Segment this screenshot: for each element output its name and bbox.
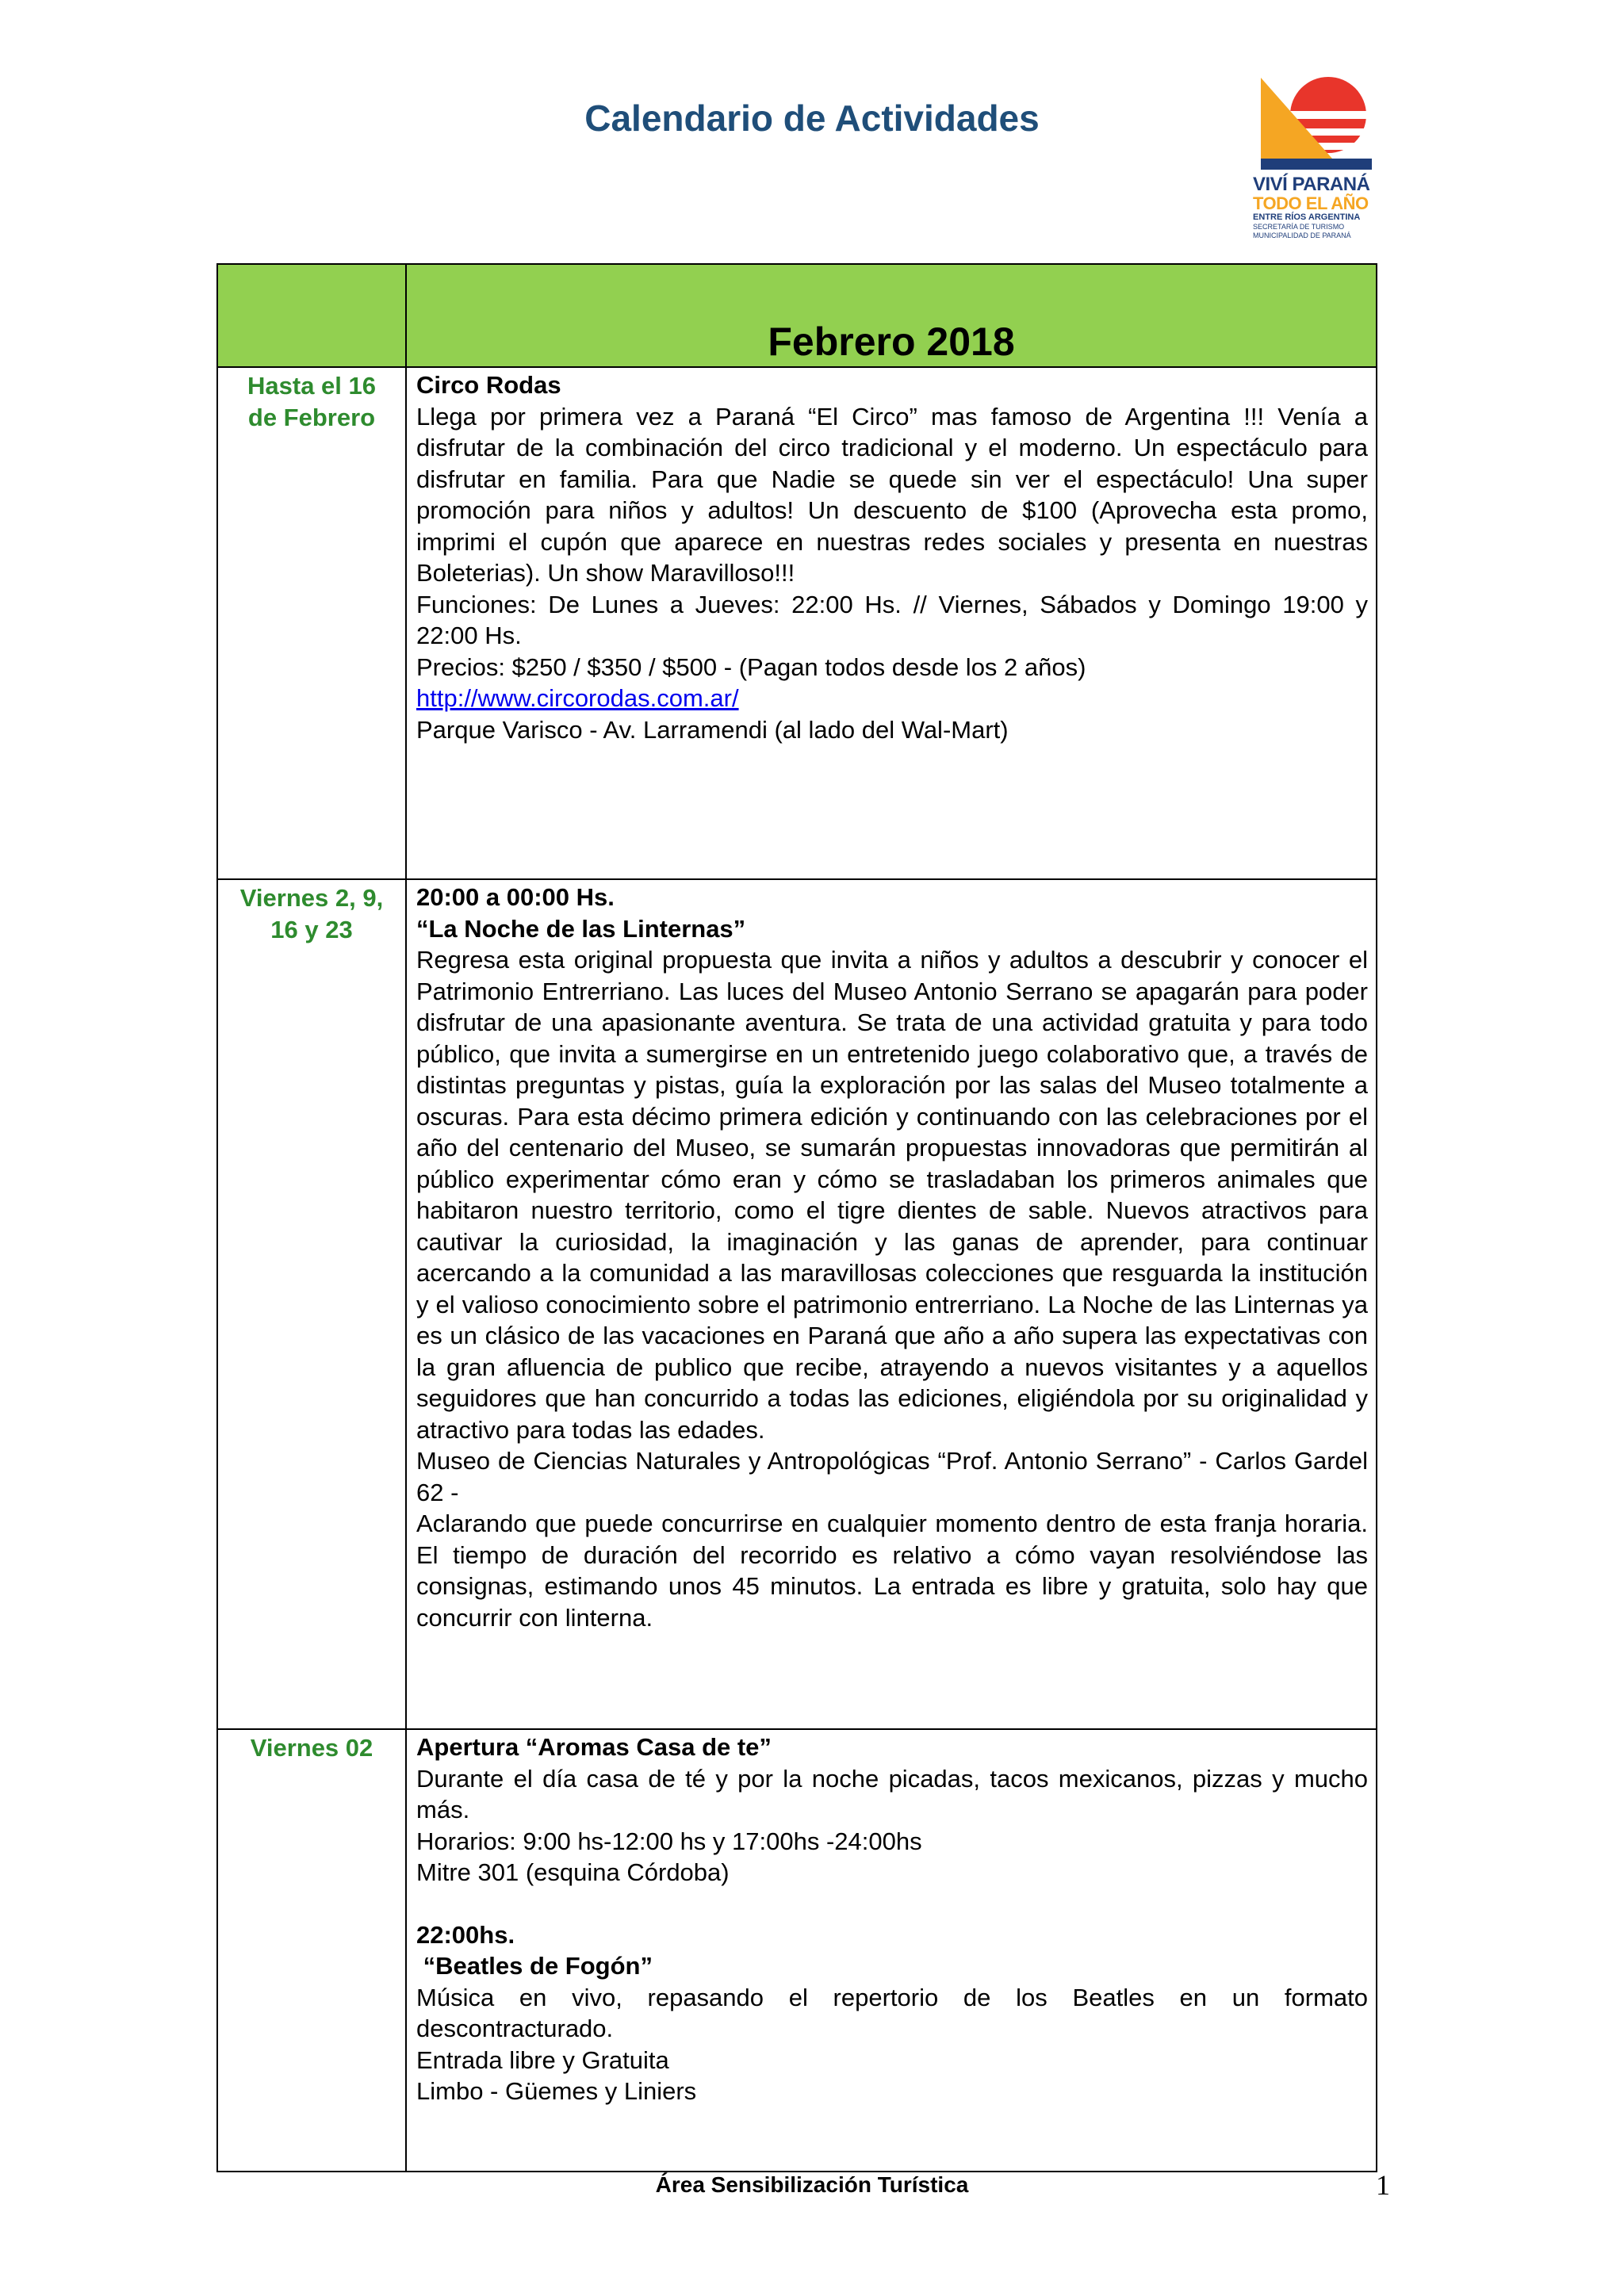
event-details: [406, 367, 1377, 879]
event-details: [406, 879, 1377, 1729]
date-line: Hasta el 16: [247, 372, 376, 400]
event-date: [217, 879, 406, 1729]
event-title: Apertura “Aromas Casa de te”: [416, 1733, 772, 1761]
event-entry: Entrada libre y Gratuita: [416, 2045, 669, 2074]
event-date: [217, 1729, 406, 2172]
date-line: Viernes 2, 9,: [239, 884, 384, 912]
event-time: 20:00 a 00:00 Hs.: [416, 883, 615, 911]
event-time: 22:00hs.: [416, 1920, 515, 1949]
logo-line-1: VIVÍ PARANÁ: [1253, 174, 1370, 195]
page-number: 1: [1376, 2169, 1390, 2201]
event-prices: Precios: $250 / $350 / $500 - (Pagan todos desde los 2 años): [416, 652, 1086, 681]
month-heading: Febrero 2018: [406, 264, 1377, 367]
page-title: Calendario de Actividades: [584, 98, 1040, 139]
event-schedule: Funciones: De Lunes a Jueves: 22:00 Hs. // Viernes, Sábados y Domingo 19:00 y 22:00 Hs.: [416, 590, 1368, 649]
header-empty-cell: [217, 264, 406, 367]
table-row: [217, 367, 1377, 879]
event-title: “La Noche de las Linternas”: [416, 914, 746, 943]
table-row: [217, 1729, 1377, 2172]
event-location: Museo de Ciencias Naturales y Antropológicas “Prof. Antonio Serrano” - Carlos Gardel 62 -: [416, 1447, 1368, 1506]
activities-table: [216, 263, 1377, 2172]
footer-text: Área Sensibilización Turística: [655, 2172, 969, 2197]
table-header-row: [217, 264, 1377, 367]
sailboat-sun-icon: [1253, 71, 1372, 174]
logo-line-3: ENTRE RÍOS ARGENTINA: [1253, 212, 1361, 222]
event-hours: Horarios: 9:00 hs-12:00 hs y 17:00hs -24:00hs: [416, 1827, 922, 1855]
event-location: Mitre 301 (esquina Córdoba): [416, 1858, 730, 1886]
event-title: “Beatles de Fogón”: [416, 1952, 653, 1980]
event-location: Limbo - Güemes y Liniers: [416, 2077, 697, 2105]
event-title: Circo Rodas: [416, 371, 561, 399]
spacer: [416, 1888, 1368, 1919]
date-line: 16 y 23: [270, 916, 353, 943]
event-description: Llega por primera vez a Paraná “El Circo” mas famoso de Argentina !!! Venía a disfrutar de la combinación del circo tradicional y el moderno. Un espectáculo para disfrutar en familia. Para que Nadie se quede sin ver el espectáculo! Una super promoción para niños y adultos! Un descuento de $100 (Aprovecha esta promo, imprimi el cupón que aparece en nuestras redes sociales y presenta en nuestras Boleterias). Un show Maravilloso!!!: [416, 402, 1368, 587]
table-row: [217, 879, 1377, 1729]
logo-line-5: MUNICIPALIDAD DE PARANÁ: [1253, 232, 1351, 239]
date-line: Viernes 02: [250, 1734, 373, 1762]
date-line: de Febrero: [247, 404, 376, 431]
event-details: [406, 1729, 1377, 2172]
vivi-parana-logo: [1253, 71, 1372, 246]
event-description: Regresa esta original propuesta que invita a niños y adultos a descubrir y conocer el Patrimonio Entrerriano. Las luces del Museo Antonio Serrano se apagarán para poder disfrutar de una apasionante aventura. Se trata de una actividad gratuita y para todo público, que invita a sumergirse en un entretenido juego colaborativo que, a través de distintas preguntas y pistas, guía la exploración por las salas del Museo totalmente a oscuras. Para esta décimo primera edición y continuando con las celebraciones por el año del centenario del Museo, se sumarán propuestas innovadoras que permitirán al público experimentar cómo eran y cómo se trasladaban los primeros animales que habitaron nuestro territorio, como el tigre dientes de sable. Nuevos atractivos para cautivar la curiosidad, la imaginación y las ganas de aprender, para continuar acercando a la comunidad a las maravillosas colecciones que resguarda la institución y el valioso conocimiento sobre el patrimonio entrerriano. La Noche de las Linternas ya es un clásico de las vacaciones en Paraná que año a año supera las expectativas con la gran afluencia de publico que recibe, atrayendo a nuevos visitantes y a aquellos seguidores que han concurrido a todas las ediciones, eligiéndola por su originalidad y atractivo para todas las edades.: [416, 946, 1368, 1444]
event-description: Durante el día casa de té y por la noche picadas, tacos mexicanos, pizzas y mucho más.: [416, 1764, 1368, 1823]
logo-line-2: TODO EL AÑO: [1253, 193, 1369, 213]
event-date: [217, 367, 406, 879]
logo-line-4: SECRETARÍA DE TURISMO: [1253, 223, 1345, 231]
event-link[interactable]: http://www.circorodas.com.ar/: [416, 684, 739, 712]
event-note: Aclarando que puede concurrirse en cualquier momento dentro de esta franja horaria. El tiempo de duración del recorrido es relativo a cómo vayan resolviéndose las consignas, estimando unos 45 minutos. La entrada es libre y gratuita, solo hay que concurrir con linterna.: [416, 1510, 1368, 1632]
event-location: Parque Varisco - Av. Larramendi (al lado del Wal-Mart): [416, 715, 1009, 744]
event-description: Música en vivo, repasando el repertorio de los Beatles en un formato descontracturado.: [416, 1983, 1368, 2042]
